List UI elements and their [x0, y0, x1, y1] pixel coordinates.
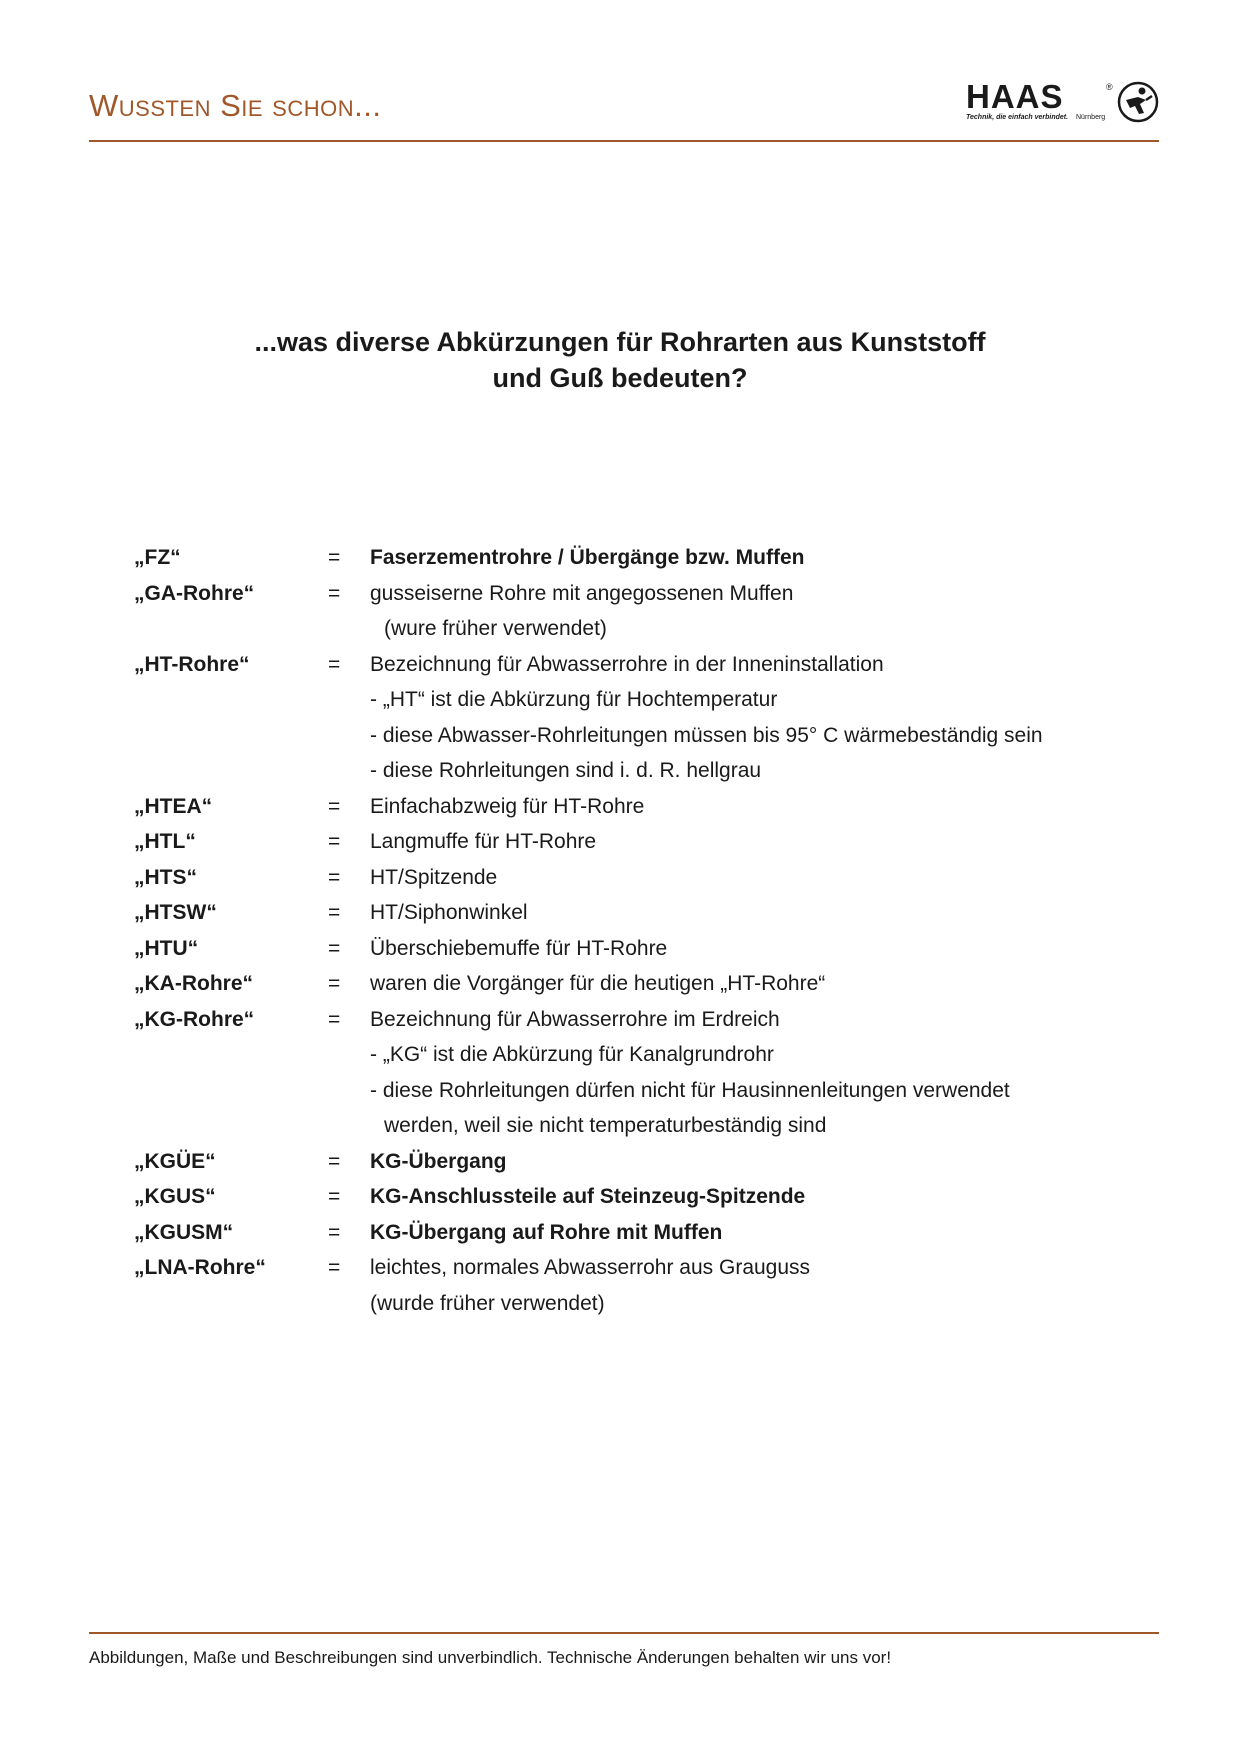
glossary-equals: =	[328, 581, 341, 605]
glossary-entry	[134, 789, 1134, 825]
glossary-term: „KGUSM“	[134, 1220, 234, 1244]
glossary-definition: - diese Rohrleitungen dürfen nicht für Hausinnenleitungen verwendet	[370, 1078, 1010, 1102]
glossary-entry	[134, 824, 1134, 860]
glossary-definition: werden, weil sie nicht temperaturbeständig sind	[384, 1114, 827, 1137]
glossary-equals: =	[328, 546, 341, 569]
glossary-equals: =	[328, 972, 341, 995]
glossary-equals: =	[328, 865, 341, 889]
glossary-term: „KA-Rohre“	[134, 972, 253, 995]
glossary-definition: Bezeichnung für Abwasserrohre in der Inneninstallation	[370, 652, 884, 676]
glossary-term: „HTS“	[134, 865, 197, 889]
glossary-entry	[134, 1250, 1134, 1286]
glossary-entry	[134, 966, 1134, 1002]
glossary-entry-continuation	[134, 1286, 1134, 1322]
glossary-entry-continuation	[134, 753, 1134, 789]
header-divider	[89, 140, 1159, 142]
glossary-term: „LNA-Rohre“	[134, 1256, 266, 1279]
glossary-equals: =	[328, 652, 341, 676]
glossary-equals: =	[328, 830, 341, 853]
glossary-definition: (wure früher verwendet)	[384, 617, 607, 640]
glossary-equals: =	[328, 1256, 341, 1279]
glossary-term: „KGÜE“	[134, 1149, 216, 1173]
glossary-entry	[134, 1002, 1134, 1038]
question-line-1: ...was diverse Abkürzungen für Rohrarten aus Kunststoff	[254, 327, 986, 357]
page-question	[0, 324, 1240, 396]
glossary-term: „KGUS“	[134, 1185, 216, 1208]
glossary-entry	[134, 931, 1134, 967]
glossary-term: „HT-Rohre“	[134, 652, 250, 676]
glossary-term: „KG-Rohre“	[134, 1007, 255, 1031]
logo-tagline: Technik, die einfach verbindet.	[966, 114, 1069, 121]
glossary-entry	[134, 1179, 1134, 1215]
glossary-equals: =	[328, 1149, 341, 1173]
glossary-equals: =	[328, 1007, 341, 1031]
glossary-definition: - „HT“ ist die Abkürzung für Hochtemperatur	[370, 688, 778, 711]
logo-wordmark: HAAS	[966, 78, 1064, 115]
glossary-term: „GA-Rohre“	[134, 581, 255, 605]
glossary-entry-continuation	[134, 1073, 1134, 1109]
glossary-definition: KG-Anschlussteile auf Steinzeug-Spitzende	[370, 1185, 806, 1208]
glossary-equals: =	[328, 901, 341, 924]
glossary-term: „FZ“	[134, 546, 181, 569]
glossary-entry-continuation	[134, 611, 1134, 647]
header-title: Wussten Sie schon...	[89, 88, 382, 123]
glossary-entry-continuation	[134, 1037, 1134, 1073]
glossary-definition: leichtes, normales Abwasserrohr aus Grauguss	[370, 1256, 811, 1279]
glossary-entry-continuation	[134, 682, 1134, 718]
glossary-entry	[134, 1144, 1134, 1180]
question-line-2: und Guß bedeuten?	[492, 363, 748, 393]
glossary-definition: Überschiebemuffe für HT-Rohre	[370, 936, 668, 960]
glossary-equals: =	[328, 794, 341, 818]
logo-city: Nürnberg	[1076, 114, 1106, 121]
glossary-equals: =	[328, 936, 341, 960]
glossary-entry-continuation	[134, 1108, 1134, 1144]
glossary-definition: HT/Spitzende	[370, 865, 498, 889]
footer-disclaimer: Abbildungen, Maße und Beschreibungen sind unverbindlich. Technische Änderungen behalten wir uns vor!	[89, 1648, 892, 1667]
glossary-definition: - diese Rohrleitungen sind i. d. R. hellgrau	[370, 759, 762, 782]
glossary-entry	[134, 647, 1134, 683]
logo-registered-mark: ®	[1106, 82, 1113, 92]
glossary-term: „HTU“	[134, 936, 199, 960]
glossary-definition: Bezeichnung für Abwasserrohre im Erdreich	[370, 1007, 780, 1031]
footer-divider	[89, 1632, 1159, 1634]
glossary-equals: =	[328, 1220, 341, 1244]
abbreviation-glossary	[134, 540, 1134, 1321]
glossary-definition: Langmuffe für HT-Rohre	[370, 830, 597, 853]
glossary-definition: (wurde früher verwendet)	[370, 1291, 605, 1315]
glossary-definition: KG-Übergang	[370, 1149, 507, 1173]
haas-figure-icon	[1116, 80, 1160, 124]
glossary-definition: waren die Vorgänger für die heutigen „HT-Rohre“	[370, 972, 826, 995]
glossary-equals: =	[328, 1185, 341, 1208]
glossary-definition: KG-Übergang auf Rohre mit Muffen	[370, 1220, 723, 1244]
glossary-definition: Faserzementrohre / Übergänge bzw. Muffen	[370, 546, 805, 569]
glossary-term: „HTSW“	[134, 901, 217, 924]
glossary-definition: gusseiserne Rohre mit angegossenen Muffen	[370, 581, 794, 605]
glossary-term: „HTL“	[134, 830, 196, 853]
glossary-entry	[134, 860, 1134, 896]
glossary-entry	[134, 895, 1134, 931]
glossary-definition: Einfachabzweig für HT-Rohre	[370, 794, 645, 818]
glossary-entry	[134, 576, 1134, 612]
glossary-definition: - „KG“ ist die Abkürzung für Kanalgrundrohr	[370, 1043, 774, 1066]
glossary-term: „HTEA“	[134, 794, 213, 818]
glossary-entry	[134, 1215, 1134, 1251]
glossary-entry-continuation	[134, 718, 1134, 754]
haas-logo	[966, 80, 1160, 128]
glossary-definition: - diese Abwasser-Rohrleitungen müssen bis 95° C wärmebeständig sein	[370, 723, 1043, 747]
glossary-entry	[134, 540, 1134, 576]
glossary-definition: HT/Siphonwinkel	[370, 901, 528, 924]
